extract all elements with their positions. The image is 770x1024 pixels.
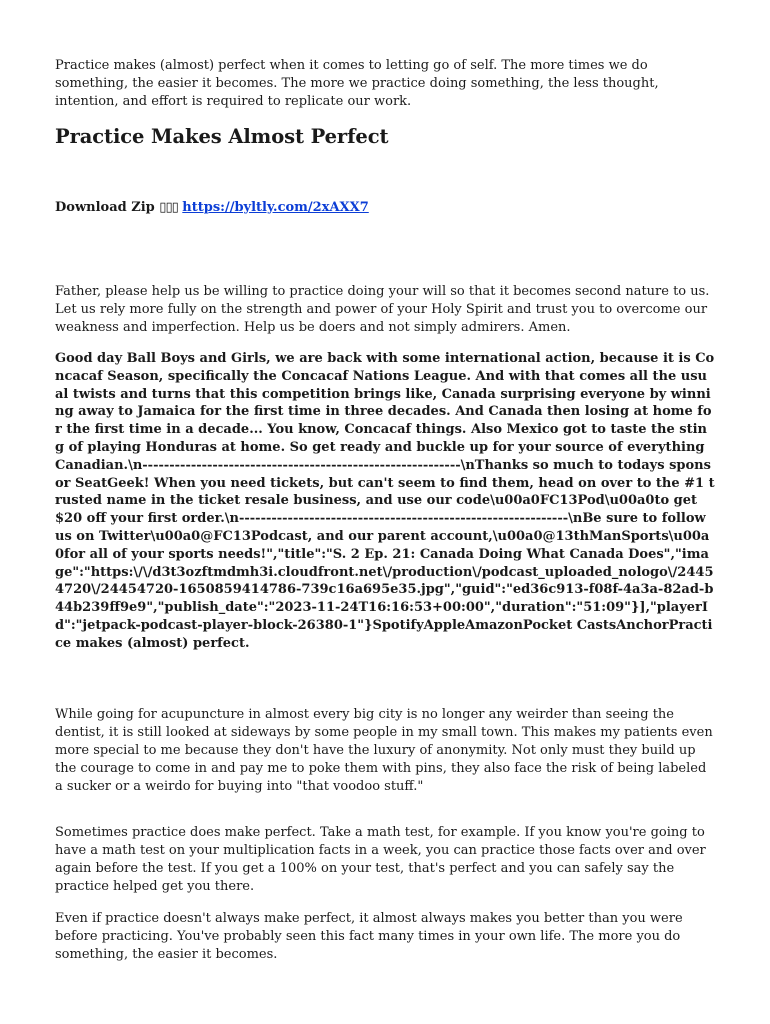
prayer-paragraph: Father, please help us be willing to practice doing your will so that it becomes second nature to us. Let us rely more fully on the strength and power of your Holy Spirit and trust you to overcome our weakness and imperfection. Help us be doers and not simply admirers. Amen. bbox=[55, 284, 710, 335]
page-title: Practice Makes Almost Perfect bbox=[55, 125, 389, 148]
document-page bbox=[55, 57, 715, 962]
math-test-paragraph: Sometimes practice does make perfect. Take a math test, for example. If you know you're going to have a math test on your multiplication facts in a week, you can practice those facts over and over again before the test. If you get a 100% on your test, that's perfect and you can safely say the practice helped get you there. bbox=[55, 825, 706, 894]
placeholder-glyphs: ▯▯▯ bbox=[159, 200, 178, 215]
download-link[interactable]: https://byltly.com/2xAXX7 bbox=[182, 200, 369, 215]
intro-paragraph: Practice makes (almost) perfect when it comes to letting go of self. The more times we do something, the easier it becomes. The more we practice doing something, the less thought, intention, and effort is required to replicate our work. bbox=[55, 58, 659, 109]
practice-better-paragraph: Even if practice doesn't always make perfect, it almost always makes you better than you were before practicing. You've probably seen this fact many times in your own life. The more you do something, the easier it becomes. bbox=[55, 911, 683, 962]
download-label: Download Zip bbox=[55, 200, 155, 215]
acupuncture-paragraph: While going for acupuncture in almost every big city is no longer any weirder than seeing the dentist, it is still looked at sideways by some people in my small town. This makes my patients even more special to me because they don't have the luxury of anonymity. Not only must they build up the courage to come in and pay me to poke them with pins, they also face the risk of being labeled a sucker or a weirdo for buying into "that voodoo stuff." bbox=[55, 707, 713, 794]
podcast-description-paragraph: Good day Ball Boys and Girls, we are back with some international action, because it is Concacaf Season, specifically the Concacaf Nations League. And with that comes all the usual twists and turns that this competition brings like, Canada surprising everyone by winning away to Jamaica for the first time in three decades. And Canada then losing at home for the first time in a decade... You know, Concacaf things. Also Mexico got to taste the sting of playing Honduras at home. So get ready and buckle up for your source of everything Canadian.\n-----------------------------------------------------------\nThanks so much to todays sponsor SeatGeek! When you need tickets, but can't seem to find them, head on over to the #1 trusted name in the ticket resale business, and use our code\u00a0FC13Pod\u00a0to get $20 off your first order.\n-------------------------------------------------------------\nBe sure to follow us on Twitter\u00a0@FC13Podcast, and our parent account,\u00a0@13thManSports\u00a0for all of your sports needs!","title":"S. 2 Ep. 21: Canada Doing What Canada Does","image":"https:\/\/d3t3ozftmdmh3i.cloudfront.net\/production\/podcast_uploaded_nologo\/24454720\/24454720-1650859414786-739c16a695e35.jpg","guid":"ed36c913-f08f-4a3a-82ad-b44b239ff9e9","publish_date":"2023-11-24T16:16:53+00:00","duration":"51:09"}],"playerId":"jetpack-podcast-player-block-26380-1"}SpotifyAppleAmazonPocket CastsAnchorPractice makes (almost) perfect. bbox=[55, 351, 715, 651]
download-line bbox=[55, 200, 369, 215]
